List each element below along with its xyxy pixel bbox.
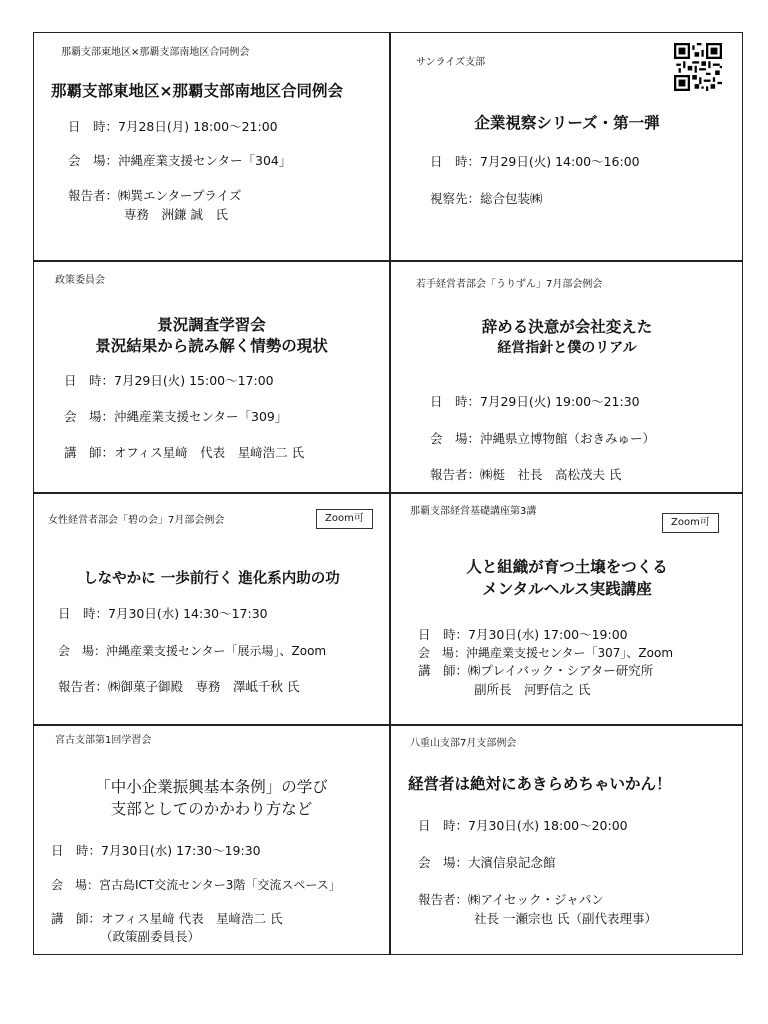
zoom-available-badge: Zoom可: [662, 513, 719, 533]
event-datetime: 日 時：7月29日(火) 19:00～21:30: [430, 394, 640, 409]
event-grid: [33, 32, 743, 955]
event-title: 那覇支部東地区×那覇支部南地区合同例会: [51, 82, 343, 100]
event-title: 景況調査学習会: [157, 316, 266, 334]
event-title: 企業視察シリーズ・第一弾: [474, 114, 660, 132]
event-reporter: 報告者：㈱巽エンタープライズ: [68, 188, 242, 203]
event-card-sunrise: [390, 33, 744, 260]
event-org: 女性経営者部会「碧の会」7月部会例会: [48, 515, 225, 526]
event-venue: 会 場：沖縄産業支援センター「307」、Zoom: [418, 646, 674, 660]
event-card-miyako: [34, 725, 389, 956]
event-datetime: 日 時：7月30日(水) 18:00～20:00: [418, 818, 628, 833]
event-site: 視察先：総合包装㈱: [430, 191, 543, 206]
event-title: 経営者は絶対にあきらめちゃいかん！: [408, 775, 672, 793]
event-venue: 会 場：宮古島ICT交流センター3階「交流スペース」: [51, 878, 341, 892]
event-org: 那覇支部東地区×那覇支部南地区合同例会: [61, 47, 250, 58]
event-reporter: 報告者：㈱梃 社長 高松茂夫 氏: [430, 467, 622, 482]
event-card-naha-basic: [390, 493, 744, 724]
event-reporter-name: 社長 一瀬宗也 氏（副代表理事）: [474, 911, 657, 926]
event-lecturer: 講 師：㈱プレイバック・シアター研究所: [418, 663, 654, 678]
event-org: 宮古支部第1回学習会: [55, 735, 152, 746]
qr-code-icon: [674, 43, 722, 91]
event-datetime: 日 時：7月29日(火) 15:00～17:00: [64, 373, 274, 388]
event-lecturer-role: （政策副委員長）: [100, 929, 201, 944]
event-datetime: 日 時：7月30日(水) 14:30～17:30: [58, 606, 268, 621]
event-datetime: 日 時：7月29日(火) 14:00～16:00: [430, 154, 640, 169]
event-reporter-name: 専務 洲鎌 誠 氏: [124, 207, 228, 222]
event-datetime: 日 時：7月30日(水) 17:30～19:30: [51, 843, 261, 858]
event-card-yaeyama: [390, 725, 744, 956]
event-subtitle: 経営指針と僕のリアル: [497, 340, 637, 356]
event-venue: 会 場：沖縄県立博物館（おきみゅー）: [430, 431, 656, 446]
event-org: サンライズ支部: [416, 57, 486, 68]
event-org: 八重山支部7月支部例会: [410, 738, 517, 749]
event-datetime: 日 時：7月30日(水) 17:00～19:00: [418, 627, 628, 642]
event-card-policy: [34, 261, 389, 492]
event-title: 人と組織が育つ土壌をつくる: [466, 558, 668, 576]
event-title: 「中小企業振興基本条例」の学び: [95, 778, 328, 796]
event-subtitle: 支部としてのかかわり方など: [110, 800, 313, 818]
event-venue: 会 場：大濱信泉記念館: [418, 855, 556, 870]
event-org: 政策委員会: [55, 275, 105, 286]
zoom-available-badge: Zoom可: [316, 509, 373, 529]
event-card-urizun: [390, 261, 744, 492]
event-lecturer-name: 副所長 河野信之 氏: [474, 682, 591, 697]
event-reporter: 報告者：㈱アイセック・ジャパン: [418, 892, 604, 907]
event-title: 辞める決意が会社変えた: [481, 318, 653, 336]
event-org: 若手経営者部会「うりずん」7月部会例会: [416, 279, 603, 290]
event-subtitle: メンタルヘルス実践講座: [482, 580, 652, 598]
event-card-naha-joint: [34, 33, 389, 260]
event-datetime: 日 時：7月28日(月) 18:00～21:00: [68, 119, 278, 134]
event-title: しなやかに 一歩前行く 進化系内助の功: [83, 571, 340, 587]
event-venue: 会 場：沖縄産業支援センター「展示場」、Zoom: [58, 644, 327, 658]
event-org: 那覇支部経営基礎講座第3講: [410, 506, 537, 517]
event-subtitle: 景況結果から読み解く情勢の現状: [95, 337, 328, 355]
event-lecturer: 講 師：オフィス星﨑 代表 星﨑浩二 氏: [64, 445, 305, 460]
event-venue: 会 場：沖縄産業支援センター「309」: [64, 409, 288, 424]
event-venue: 会 場：沖縄産業支援センター「304」: [68, 153, 292, 168]
event-reporter: 報告者：㈱御菓子御殿 専務 澤岻千秋 氏: [58, 679, 300, 694]
event-card-aonokai: [34, 493, 389, 724]
event-lecturer: 講 師：オフィス星﨑 代表 星﨑浩二 氏: [51, 911, 283, 926]
